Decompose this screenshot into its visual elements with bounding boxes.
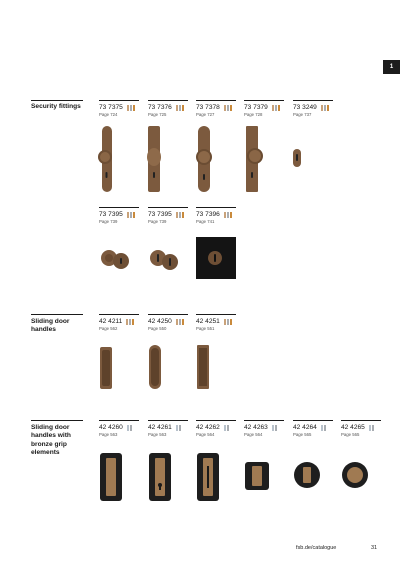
recessed-pull-rect-image <box>99 346 113 390</box>
long-plate-knob-image <box>96 124 118 194</box>
finish-swatches <box>126 319 134 325</box>
page-reference: Page 724 <box>99 112 118 117</box>
page-reference: Page 562 <box>99 326 118 331</box>
page-reference: Page 739 <box>148 219 167 224</box>
finish-swatches <box>272 425 277 431</box>
page-reference: Page 563 <box>148 432 167 437</box>
bronze-grip-pull-keyhole-image <box>148 452 172 502</box>
product-code: 73 7375 <box>99 104 123 111</box>
key-escutcheon-image <box>290 148 304 168</box>
page-reference: Page 564 <box>196 432 215 437</box>
finish-swatches <box>127 105 135 111</box>
product-73-7378[interactable] <box>196 100 236 117</box>
finish-swatches <box>127 212 135 218</box>
product-code: 73 7378 <box>196 104 220 111</box>
finish-swatches <box>224 212 232 218</box>
product-42-4265[interactable] <box>341 420 381 437</box>
finish-swatches <box>127 425 132 431</box>
section-title-sliding: Sliding door handles <box>31 318 70 334</box>
section-title-security: Security fittings <box>31 103 81 110</box>
product-42-4263[interactable] <box>244 420 284 437</box>
section-divider <box>31 100 83 101</box>
finish-swatches <box>176 425 181 431</box>
product-42-4262[interactable] <box>196 420 236 437</box>
product-code: 42 4261 <box>148 424 172 431</box>
product-42-4250[interactable] <box>148 314 188 331</box>
product-42-4211[interactable] <box>99 314 139 331</box>
product-code: 73 7396 <box>196 211 220 218</box>
long-plate-round-knob-image <box>194 124 216 194</box>
round-roses-image <box>99 247 133 271</box>
page-reference: Page 725 <box>148 112 167 117</box>
page-reference: Page 565 <box>341 432 360 437</box>
finish-swatches <box>176 105 184 111</box>
product-code: 42 4211 <box>99 318 123 325</box>
bronze-grip-round-disc-image <box>341 461 369 489</box>
product-42-4264[interactable] <box>293 420 333 437</box>
product-code: 42 4250 <box>148 318 172 325</box>
product-code: 73 7376 <box>148 104 172 111</box>
finish-swatches <box>369 425 374 431</box>
page-reference: Page 550 <box>148 326 167 331</box>
finish-swatches <box>176 212 184 218</box>
long-plate-knob-oval-image <box>144 124 166 194</box>
page-reference: Page 741 <box>196 219 215 224</box>
page-reference: Page 551 <box>196 326 215 331</box>
section-divider <box>31 314 83 315</box>
product-73-7395-a[interactable] <box>99 207 139 224</box>
product-code: 42 4260 <box>99 424 123 431</box>
chapter-tab-marker: 1 <box>383 60 400 74</box>
page-reference: Page 737 <box>293 112 312 117</box>
product-73-7379[interactable] <box>244 100 284 117</box>
product-code: 42 4251 <box>196 318 220 325</box>
finish-swatches <box>224 319 232 325</box>
finish-swatches <box>321 425 326 431</box>
product-73-7376[interactable] <box>148 100 188 117</box>
product-73-7396[interactable] <box>196 207 236 224</box>
recessed-pull-square-image <box>196 344 210 390</box>
page-reference: Page 565 <box>293 432 312 437</box>
bronze-grip-square-image <box>244 461 270 491</box>
finish-swatches <box>272 105 280 111</box>
page-reference: Page 727 <box>196 112 215 117</box>
section-divider <box>31 420 83 421</box>
product-73-3249[interactable] <box>293 100 333 117</box>
bronze-grip-round-image <box>293 461 321 489</box>
product-42-4261[interactable] <box>148 420 188 437</box>
round-escutcheons-image <box>148 247 182 273</box>
long-plate-rotary-knob-image <box>242 124 266 194</box>
product-42-4251[interactable] <box>196 314 236 331</box>
page-reference: Page 563 <box>99 432 118 437</box>
bronze-grip-pull-image <box>99 452 123 502</box>
bronze-grip-pull-slot-image <box>196 452 220 502</box>
recessed-pull-oval-image <box>148 344 162 390</box>
page-reference: Page 728 <box>244 112 263 117</box>
product-code: 42 4264 <box>293 424 317 431</box>
page-reference: Page 739 <box>99 219 118 224</box>
product-code: 73 3249 <box>293 104 317 111</box>
finish-swatches <box>176 319 184 325</box>
product-42-4260[interactable] <box>99 420 139 437</box>
finish-swatches <box>224 425 229 431</box>
product-code: 73 7395 <box>99 211 123 218</box>
product-code: 42 4265 <box>341 424 365 431</box>
finish-swatches <box>321 105 329 111</box>
product-73-7375[interactable] <box>99 100 139 117</box>
section-title-bronze: Sliding door handles with bronze grip elements <box>31 424 71 457</box>
page-number: 31 <box>371 545 378 551</box>
product-code: 42 4263 <box>244 424 268 431</box>
product-73-7395-b[interactable] <box>148 207 188 224</box>
page-reference: Page 564 <box>244 432 263 437</box>
product-code: 42 4262 <box>196 424 220 431</box>
footer-url[interactable]: fsb.de/catalogue <box>296 545 337 551</box>
product-code: 73 7379 <box>244 104 268 111</box>
product-code: 73 7395 <box>148 211 172 218</box>
installed-rose-photo <box>196 237 236 279</box>
finish-swatches <box>224 105 232 111</box>
